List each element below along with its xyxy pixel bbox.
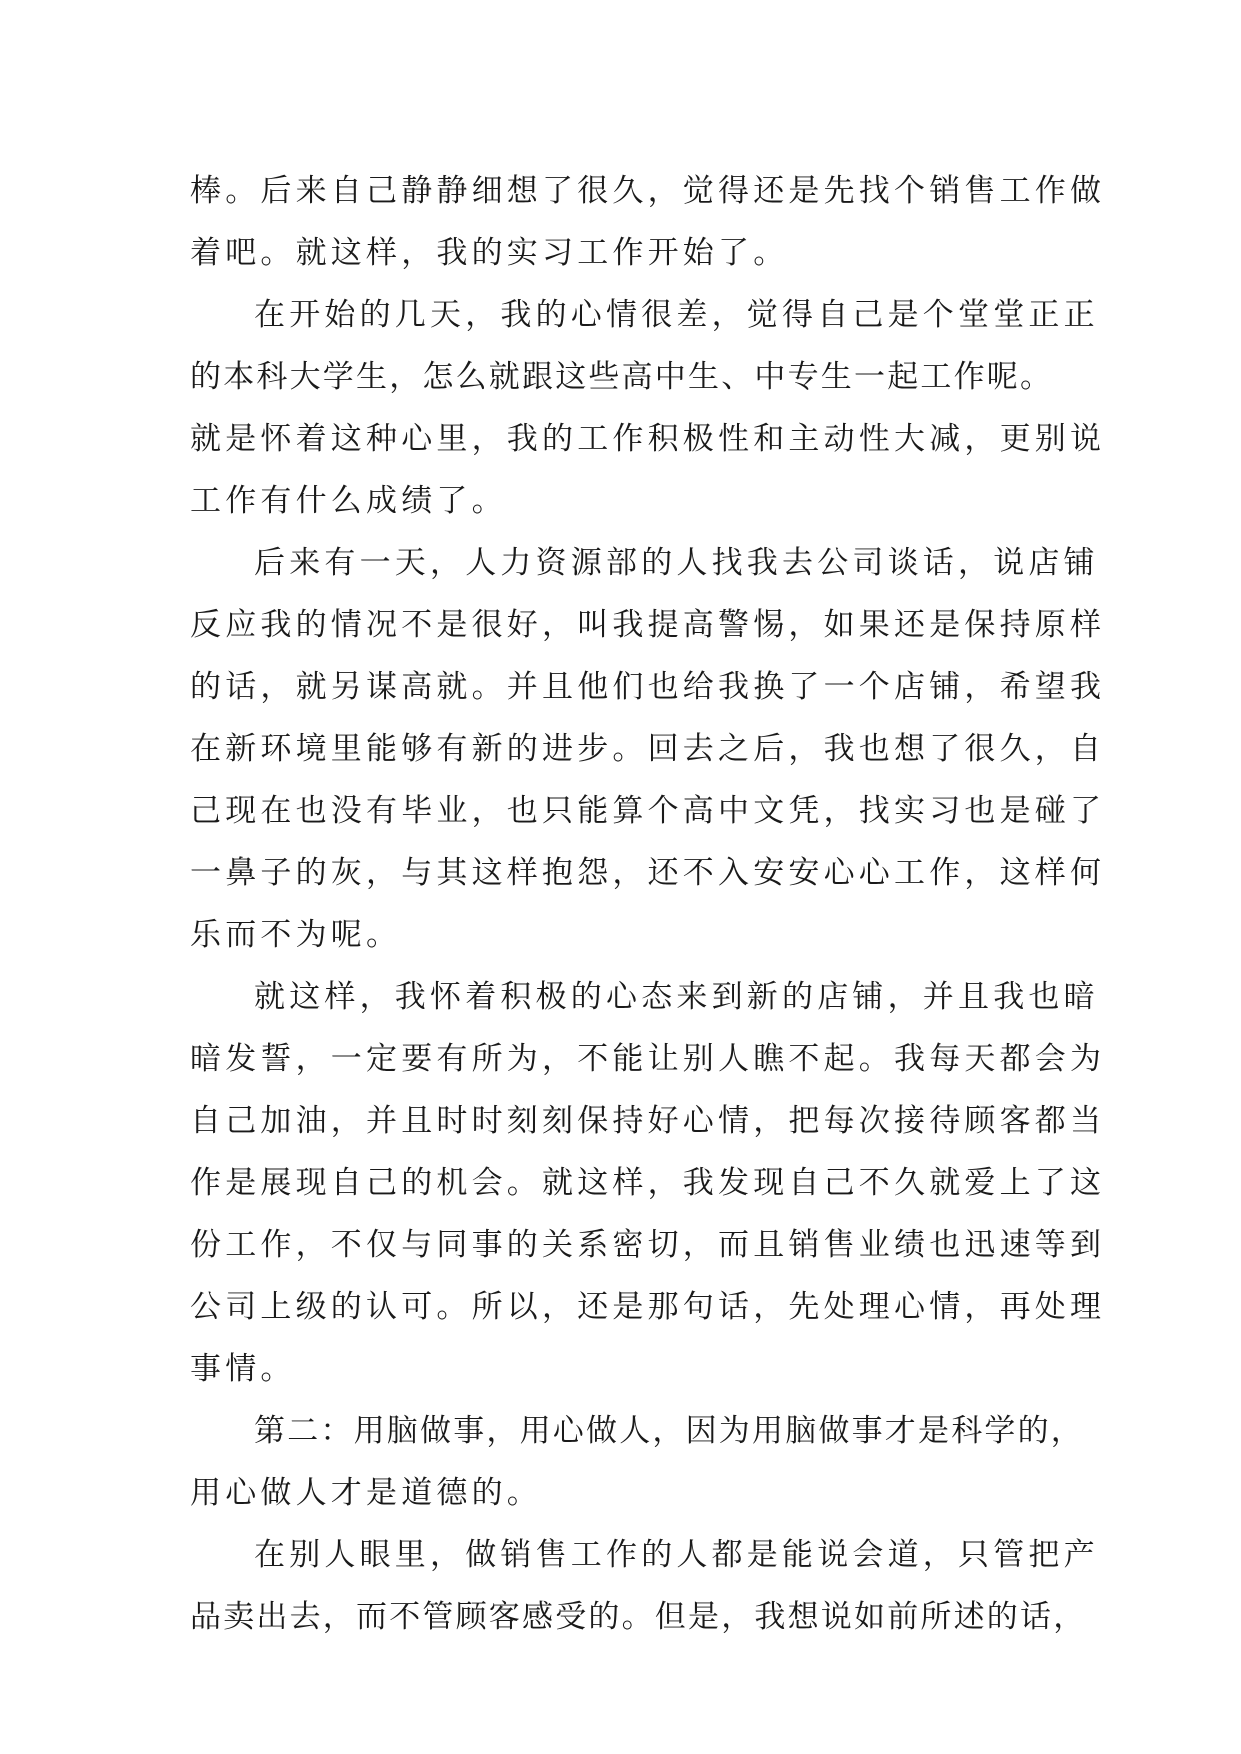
text-line: 反应我的情况不是很好，叫我提高警惕，如果还是保持原样	[190, 607, 1106, 643]
text-line: 自己加油，并且时时刻刻保持好心情，把每次接待顾客都当	[190, 1103, 1106, 1139]
paragraph-first-line: 在别人眼里，做销售工作的人都是能说会道，只管把产	[254, 1537, 1099, 1573]
paragraph-first-line: 在开始的几天，我的心情很差，觉得自己是个堂堂正正	[254, 297, 1099, 333]
text-line: 乐而不为呢。	[190, 917, 402, 953]
text-line: 的话，就另谋高就。并且他们也给我换了一个店铺，希望我	[190, 669, 1106, 705]
text-line: 份工作，不仅与同事的关系密切，而且销售业绩也迅速等到	[190, 1227, 1106, 1263]
text-line: 棒。后来自己静静细想了很久，觉得还是先找个销售工作做	[190, 173, 1106, 209]
text-line: 品卖出去，而不管顾客感受的。但是，我想说如前所述的话，	[190, 1599, 1087, 1635]
text-line: 公司上级的认可。所以，还是那句话，先处理心情，再处理	[190, 1289, 1106, 1325]
text-line: 用心做人才是道德的。	[190, 1475, 542, 1511]
text-line: 在新环境里能够有新的进步。回去之后，我也想了很久，自	[190, 731, 1106, 767]
text-line: 暗发誓，一定要有所为，不能让别人瞧不起。我每天都会为	[190, 1041, 1106, 1077]
text-line: 事情。	[190, 1351, 296, 1387]
paragraph-first-line: 第二：用脑做事，用心做人，因为用脑做事才是科学的，	[254, 1413, 1084, 1449]
text-line: 一鼻子的灰，与其这样抱怨，还不入安安心心工作，这样何	[190, 855, 1106, 891]
text-line: 作是展现自己的机会。就这样，我发现自己不久就爱上了这	[190, 1165, 1106, 1201]
text-line: 着吧。就这样，我的实习工作开始了。	[190, 235, 789, 271]
text-line: 的本科大学生，怎么就跟这些高中生、中专生一起工作呢。	[190, 359, 1054, 395]
paragraph-first-line: 就这样，我怀着积极的心态来到新的店铺，并且我也暗	[254, 979, 1099, 1015]
paragraph-first-line: 后来有一天，人力资源部的人找我去公司谈话，说店铺	[254, 545, 1099, 581]
text-line: 己现在也没有毕业，也只能算个高中文凭，找实习也是碰了	[190, 793, 1106, 829]
text-line: 工作有什么成绩了。	[190, 483, 507, 519]
document-body	[190, 160, 1106, 1648]
text-line: 就是怀着这种心里，我的工作积极性和主动性大减，更别说	[190, 421, 1106, 457]
